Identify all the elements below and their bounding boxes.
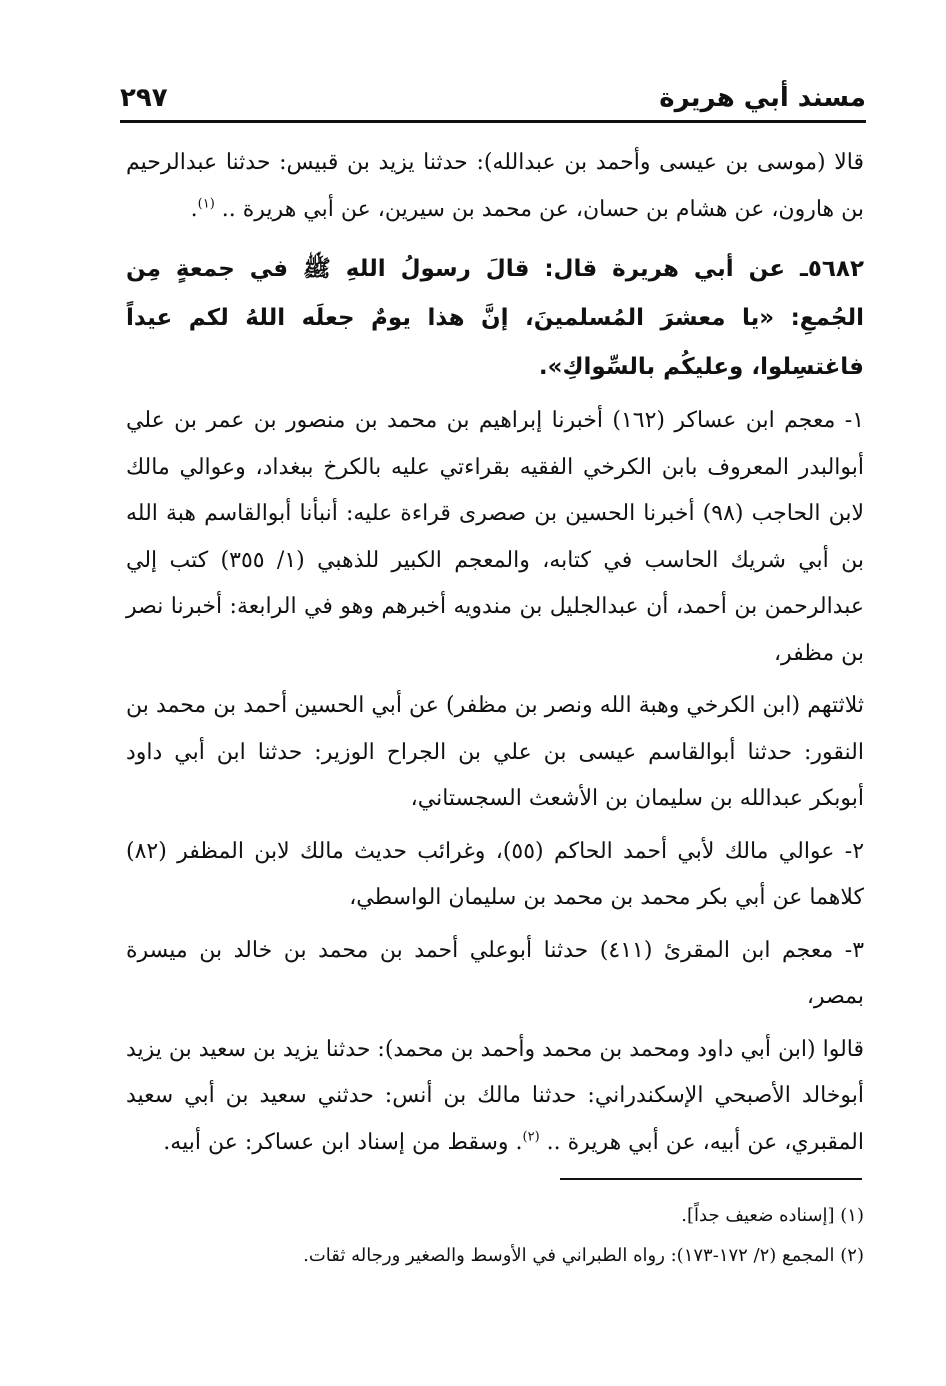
page-number: ٢٩٧ (120, 83, 168, 113)
paragraph-isnad-1: قالا (موسى بن عيسى وأحمد بن عبدالله): حدثنا يزيد بن قبيس: حدثنا عبدالرحيم بن هارون، عن هشام بن حسان، عن محمد بن سيرين، عن أبي هريرة .. $^{(١)}$. (126, 150, 864, 222)
footnote-1: (١) [إسناده ضعيف جداً]. (681, 1205, 864, 1226)
paragraph-chain-2: قالوا (ابن أبي داود ومحمد بن محمد وأحمد بن محمد): حدثنا يزيد بن سعيد بن يزيد أبوخالد الأصبحي الإسكندراني: حدثنا مالك بن أنس: حدثني سعيد بن أبي سعيد المقبري، عن أبيه، عن أبي هريرة .. $^{(٢)}$. وسقط من إسناد ابن عساكر: عن أبيه. (126, 1036, 864, 1155)
paragraph-source-1: ١- معجم ابن عساكر (١٦٢) أخبرنا إبراهيم بن محمد بن منصور بن عمر بن علي أبوالبدر المعروف بابن الكرخي الفقيه بقراءتي عليه بالكرخ ببغداد، وعوالي مالك لابن الحاجب (٩٨) أخبرنا الحسين بن صصرى قراءة عليه: أنبأنا أبوالقاسم هبة الله بن أبي شريك الحاسب في كتابه، والمعجم الكبير للذهبي (١/ ٣٥٥) كتب إلي عبدالرحمن بن أحمد، أن عبدالجليل بن مندويه أخبرهم وهو في الرابعة: أخبرنا نصر بن مظفر، (126, 408, 865, 666)
footnote-separator (560, 1178, 862, 1180)
footnote-2: (٢) المجمع (٢/ ١٧٢-١٧٣): رواه الطبراني في الأوسط والصغير ورجاله ثقات. (303, 1245, 864, 1266)
main-text (126, 140, 864, 1166)
paragraph-source-3: ٣- معجم ابن المقرئ (٤١١) حدثنا أبوعلي أحمد بن محمد بن خالد بن ميسرة بمصر، (126, 937, 865, 1009)
running-title: مسند أبي هريرة (659, 83, 866, 113)
footnote-ref-1: (١) (197, 196, 215, 212)
header-rule (120, 120, 866, 123)
page-header (120, 70, 866, 118)
footnotes (126, 1196, 864, 1276)
paragraph-source-2: ٢- عوالي مالك لأبي أحمد الحاكم (٥٥)، وغرائب حديث مالك لابن المظفر (٨٢) كلاهما عن أبي بكر محمد بن محمد بن سليمان الواسطي، (126, 838, 865, 910)
footnote-ref-2: (٢) (522, 1129, 540, 1145)
hadith-text: ٥٦٨٢ـ عن أبي هريرة قال: قالَ رسولُ اللهِ ﷺ في جمعةٍ مِن الجُمعِ: «يا معشرَ المُسلمينَ، إنَّ هذا يومٌ جعلَه اللهُ لكم عيداً فاغتسِلوا، وعليكُم بالسِّواكِ». (126, 256, 864, 380)
paragraph-chain-1: ثلاثتهم (ابن الكرخي وهبة الله ونصر بن مظفر) عن أبي الحسين أحمد بن محمد بن النقور: حدثنا أبوالقاسم عيسى بن علي بن الجراح الوزير: حدثنا ابن أبي داود أبوبكر عبدالله بن سليمان بن الأشعث السجستاني، (126, 693, 864, 811)
